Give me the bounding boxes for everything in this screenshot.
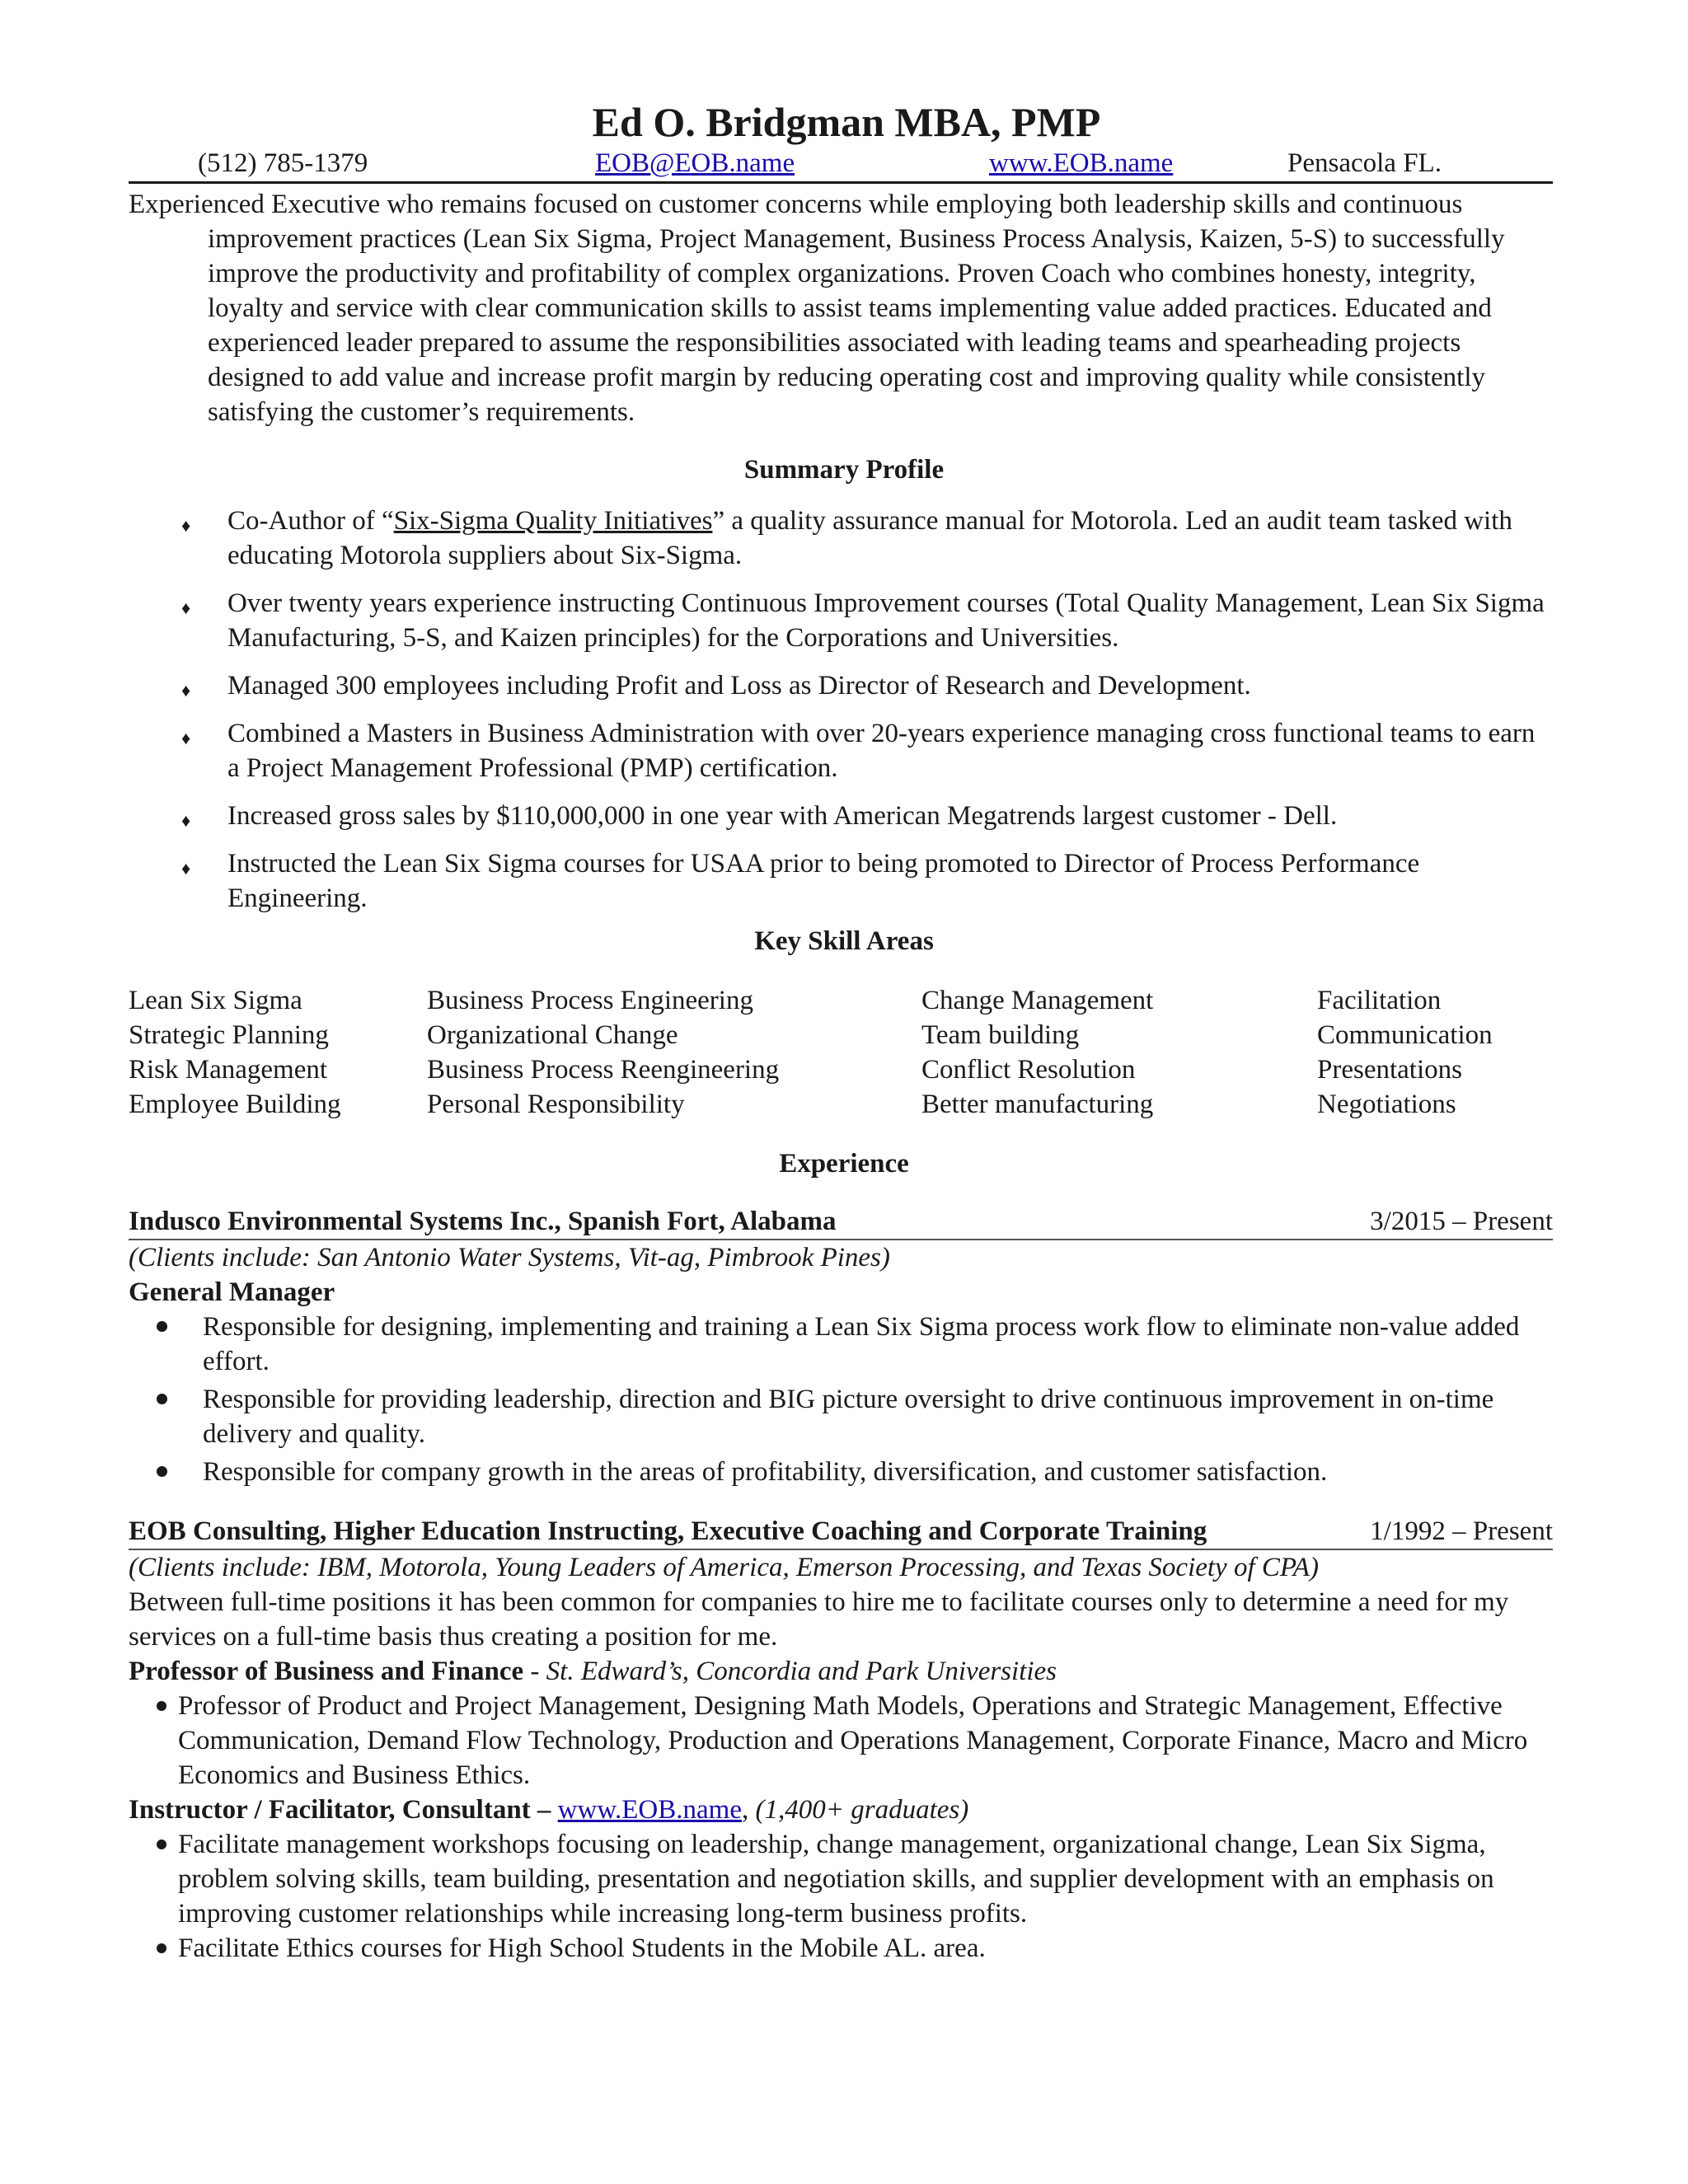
summary-item: ♦ Co-Author of “Six-Sigma Quality Initiatives” a quality assurance manual for Motorola. Led an audit team tasked with educating Motorola suppliers about Six-Sigma. [181,506,1512,570]
skill-item: Lean Six Sigma [129,986,302,1015]
job-header [129,1514,1553,1550]
job-dates: 1/1992 – Present [1370,1516,1553,1546]
skill-item: Business Process Engineering [427,986,753,1015]
diamond-bullet-icon: ♦ [181,728,191,748]
graduates-note: (1,400+ graduates) [755,1795,969,1825]
skill-item: Better manufacturing [921,1090,1154,1119]
objective-paragraph: Experienced Executive who remains focused on customer concerns while employing both leadership skills and continuous improvement practices (Lean Six Sigma, Project Management, Business Process Analysis, Kaizen, 5-S) to successfully improve the productivity and profitability of complex organizations. Proven Coach who combines honesty, integrity, loyalty and service with clear communication skills to assist teams implementing value added practices. Educated and experienced leader prepared to assume the responsibilities associated with leading teams and spearheading projects designed to add value and increase profit margin by reducing operating cost and improving quality while consistently satisfying the customer’s requirements. [129,190,1505,427]
job-title: Professor of Business and Finance - St. Edward’s, Concordia and Park Universities [129,1657,1057,1686]
skills-heading: Key Skill Areas [754,926,934,956]
summary-item: ♦ Instructed the Lean Six Sigma courses for USAA prior to being promoted to Director of Process Performance Engineering. [181,849,1420,913]
bullet-dot-icon [157,1943,166,1953]
skill-item: Facilitation [1317,986,1442,1015]
client-list: (Clients include: San Antonio Water Systems, Vit-ag, Pimbrook Pines) [129,1243,890,1272]
responsibility-list [129,1827,1553,1966]
summary-item: ♦ Increased gross sales by $110,000,000 in one year with American Megatrends largest customer - Dell. [129,799,1553,833]
list-item: Facilitate Ethics courses for High School Students in the Mobile AL. area. [129,1931,1553,1966]
phone-number: (512) 785-1379 [198,148,368,178]
skill-item: Employee Building [129,1090,341,1119]
job-dates: 3/2015 – Present [1370,1207,1553,1236]
skill-item: Negotiations [1317,1090,1456,1119]
experience-heading: Experience [779,1149,909,1179]
diamond-bullet-icon: ♦ [181,515,191,536]
list-item: Responsible for company growth in the areas of profitability, diversification, and customer satisfaction. [129,1455,1553,1489]
job-description: Between full-time positions it has been common for companies to hire me to facilitate courses only to determine a need for my services on a full-time basis thus creating a position for me. [129,1587,1509,1652]
skill-item: Change Management [921,986,1154,1015]
summary-list [129,504,1553,916]
bullet-dot-icon [157,1466,167,1477]
job-title: Instructor / Facilitator, Consultant – www.EOB.name, (1,400+ graduates) [129,1795,969,1825]
list-item: Responsible for designing, implementing and training a Lean Six Sigma process work flow to eliminate non-value added effort. [129,1310,1553,1379]
resume-page [129,99,1553,1966]
candidate-name: Ed O. Bridgman MBA, PMP [592,99,1101,145]
skill-item: Conflict Resolution [921,1055,1136,1085]
list-item: Professor of Product and Project Management, Designing Math Models, Operations and Strategic Management, Effective Communication, Demand Flow Technology, Production and Operations Management, Corporate Finance, Macro and Micro Economics and Business Ethics. [129,1689,1553,1793]
job-header [129,1204,1553,1240]
manual-title-link[interactable]: Six-Sigma Quality Initiatives [393,506,713,536]
diamond-bullet-icon: ♦ [181,858,191,879]
job-title: General Manager [129,1277,335,1307]
institution-names: St. Edward’s, Concordia and Park Universities [546,1657,1057,1686]
email-link[interactable]: EOB@EOB.name [595,148,795,178]
list-item: Facilitate management workshops focusing on leadership, change management, organizational change, Lean Six Sigma, problem solving skills, team building, presentation and negotiation skills, and supplier development with an emphasis on improving customer relationships while increasing long-term business profits. [129,1827,1553,1931]
skill-item: Strategic Planning [129,1020,329,1050]
bullet-dot-icon [157,1321,167,1332]
company-name: Indusco Environmental Systems Inc., Spanish Fort, Alabama [129,1207,837,1236]
skill-item: Business Process Reengineering [427,1055,780,1085]
website-link[interactable]: www.EOB.name [557,1795,742,1825]
website-link[interactable]: www.EOB.name [989,148,1174,178]
bullet-dot-icon [157,1840,166,1849]
list-item: Responsible for providing leadership, direction and BIG picture oversight to drive continuous improvement in on-time delivery and quality. [129,1382,1553,1451]
diamond-bullet-icon: ♦ [181,680,191,701]
location: Pensacola FL. [1287,148,1442,178]
summary-heading: Summary Profile [743,455,945,485]
responsibility-list [129,1689,1553,1793]
skills-grid [129,983,1553,1122]
skill-item: Presentations [1317,1055,1462,1085]
client-list: (Clients include: IBM, Motorola, Young Leaders of America, Emerson Processing, and Texas Society of CPA) [129,1553,1319,1582]
skill-item: Risk Management [129,1055,328,1085]
skill-item: Organizational Change [427,1020,678,1050]
summary-item: ♦ Managed 300 employees including Profit and Loss as Director of Research and Development. [129,668,1553,703]
skill-item: Team building [921,1020,1080,1050]
summary-item: ♦ Over twenty years experience instructing Continuous Improvement courses (Total Quality Management, Lean Six Sigma Manufacturing, 5-S, and Kaizen principles) for the Corporations and Universities. [181,588,1545,653]
skill-item: Personal Responsibility [427,1090,685,1119]
bullet-dot-icon [157,1394,167,1404]
company-name: EOB Consulting, Higher Education Instructing, Executive Coaching and Corporate Training [129,1516,1207,1546]
responsibility-list [129,1310,1553,1489]
summary-item: ♦ Combined a Masters in Business Administration with over 20-years experience managing cross functional teams to earn a Project Management Professional (PMP) certification. [181,719,1536,783]
diamond-bullet-icon: ♦ [181,598,191,618]
skill-item: Communication [1317,1020,1493,1050]
diamond-bullet-icon: ♦ [181,810,191,831]
bullet-dot-icon [157,1701,166,1711]
contact-bar [129,145,1553,184]
